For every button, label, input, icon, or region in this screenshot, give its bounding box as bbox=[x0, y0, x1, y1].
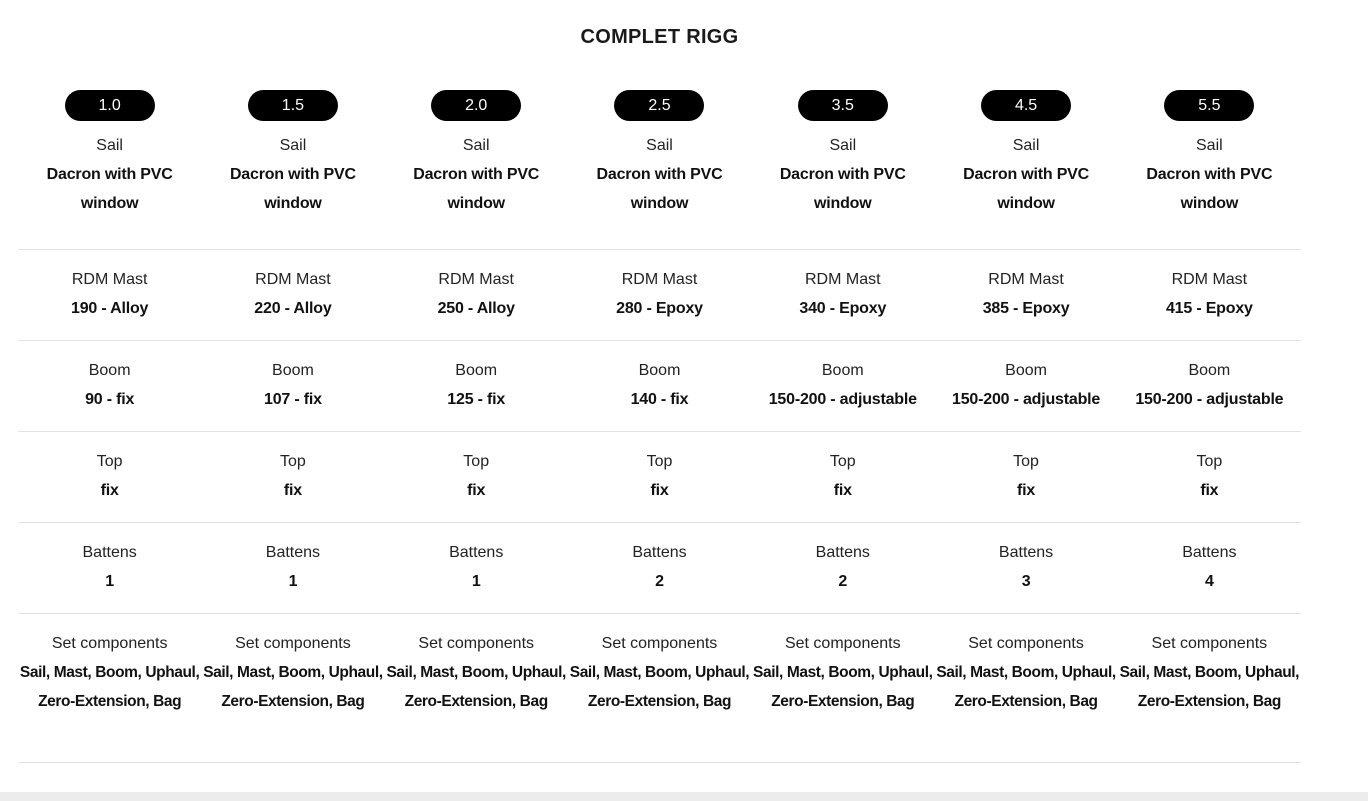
spec-cell bbox=[1118, 356, 1301, 431]
size-pill-5-5[interactable]: 5.5 bbox=[1164, 90, 1254, 121]
spec-value: Sail, Mast, Boom, Uphaul, Zero-Extension, Bag bbox=[386, 664, 566, 710]
spec-cell bbox=[751, 538, 934, 613]
spec-label: Boom bbox=[455, 362, 498, 379]
spec-value: fix bbox=[467, 482, 486, 499]
spec-label: Sail bbox=[279, 137, 307, 154]
spec-cell bbox=[568, 356, 751, 431]
spec-value: fix bbox=[100, 482, 119, 499]
size-pill-cell bbox=[1118, 90, 1301, 121]
spec-label: Sail bbox=[1196, 137, 1223, 154]
spec-value: fix bbox=[1017, 482, 1036, 499]
size-pill-2-5[interactable]: 2.5 bbox=[614, 90, 704, 121]
spec-value: 1 bbox=[471, 573, 481, 590]
spec-value: 4 bbox=[1205, 573, 1214, 590]
spec-rows bbox=[18, 121, 1301, 763]
spec-cell bbox=[18, 131, 201, 249]
spec-label: Battens bbox=[632, 544, 687, 561]
spec-value: 150-200 - adjustable bbox=[768, 391, 917, 408]
spec-value: 2 bbox=[838, 573, 848, 590]
spec-cell bbox=[18, 265, 201, 340]
spec-row-top bbox=[18, 432, 1301, 523]
spec-value: Sail, Mast, Boom, Uphaul, Zero-Extension, Bag bbox=[203, 664, 383, 710]
spec-label: Battens bbox=[1182, 544, 1237, 561]
spec-value: Dacron with PVC window bbox=[46, 166, 173, 212]
spec-label: Top bbox=[646, 453, 673, 470]
spec-label: Boom bbox=[1005, 362, 1047, 379]
spec-label: Boom bbox=[1188, 362, 1231, 379]
spec-label: Sail bbox=[462, 137, 490, 154]
spec-value: 3 bbox=[1021, 573, 1031, 590]
spec-label: Battens bbox=[815, 544, 870, 561]
spec-cell bbox=[934, 131, 1117, 249]
spec-label: Battens bbox=[449, 544, 504, 561]
spec-label: RDM Mast bbox=[621, 271, 698, 288]
spec-cell bbox=[201, 131, 384, 249]
size-pill-cell bbox=[934, 90, 1117, 121]
spec-cell bbox=[934, 447, 1117, 522]
size-pill-cell bbox=[568, 90, 751, 121]
spec-cell bbox=[1118, 538, 1301, 613]
spec-label: Top bbox=[829, 453, 856, 470]
spec-cell bbox=[751, 629, 934, 762]
spec-value: fix bbox=[833, 482, 852, 499]
spec-cell bbox=[18, 629, 201, 762]
spec-cell bbox=[934, 265, 1117, 340]
spec-cell bbox=[934, 629, 1117, 762]
spec-label: Set components bbox=[1151, 635, 1268, 652]
spec-value: 250 - Alloy bbox=[437, 300, 515, 317]
spec-value: Sail, Mast, Boom, Uphaul, Zero-Extension, Bag bbox=[753, 664, 933, 710]
spec-value: 1 bbox=[105, 573, 114, 590]
spec-label: Set components bbox=[601, 635, 718, 652]
spec-label: Boom bbox=[88, 362, 131, 379]
spec-label: Top bbox=[280, 453, 306, 470]
spec-value: Dacron with PVC window bbox=[1146, 166, 1273, 212]
spec-label: Sail bbox=[96, 137, 123, 154]
size-pill-cell bbox=[18, 90, 201, 121]
spec-cell bbox=[751, 447, 934, 522]
spec-cell bbox=[201, 356, 384, 431]
spec-value: 107 - fix bbox=[264, 391, 322, 408]
size-pill-2-0[interactable]: 2.0 bbox=[431, 90, 521, 121]
spec-label: Set components bbox=[51, 635, 168, 652]
spec-label: Set components bbox=[784, 635, 901, 652]
spec-label: Boom bbox=[821, 362, 864, 379]
spec-label: RDM Mast bbox=[255, 271, 331, 288]
spec-label: RDM Mast bbox=[438, 271, 514, 288]
spec-cell bbox=[385, 131, 568, 249]
spec-cell bbox=[751, 265, 934, 340]
spec-value: Sail, Mast, Boom, Uphaul, Zero-Extension, Bag bbox=[19, 664, 200, 710]
spec-cell bbox=[568, 538, 751, 613]
spec-cell bbox=[934, 356, 1117, 431]
spec-cell bbox=[201, 538, 384, 613]
spec-cell bbox=[568, 447, 751, 522]
spec-label: Battens bbox=[265, 544, 321, 561]
spec-label: Top bbox=[1013, 453, 1039, 470]
spec-value: 90 - fix bbox=[85, 391, 135, 408]
spec-cell bbox=[385, 447, 568, 522]
spec-cell bbox=[1118, 265, 1301, 340]
spec-label: Top bbox=[463, 453, 490, 470]
spec-label: RDM Mast bbox=[805, 271, 881, 288]
spec-cell bbox=[18, 538, 201, 613]
spec-value: 385 - Epoxy bbox=[982, 300, 1070, 317]
spec-value: 415 - Epoxy bbox=[1165, 300, 1253, 317]
spec-label: RDM Mast bbox=[988, 271, 1064, 288]
spec-label: Top bbox=[96, 453, 123, 470]
spec-value: 220 - Alloy bbox=[254, 300, 332, 317]
spec-label: RDM Mast bbox=[1171, 271, 1248, 288]
spec-row-sail bbox=[18, 121, 1301, 250]
spec-row-set-components bbox=[18, 614, 1301, 763]
spec-cell bbox=[1118, 131, 1301, 249]
spec-value: Dacron with PVC window bbox=[229, 166, 356, 212]
spec-label: RDM Mast bbox=[71, 271, 148, 288]
spec-value: 125 - fix bbox=[447, 391, 506, 408]
spec-value: Dacron with PVC window bbox=[596, 166, 723, 212]
spec-cell bbox=[934, 538, 1117, 613]
spec-label: Sail bbox=[646, 137, 673, 154]
spec-value: 150-200 - adjustable bbox=[1135, 391, 1284, 408]
size-pill-cell bbox=[385, 90, 568, 121]
spec-cell bbox=[568, 131, 751, 249]
spec-label: Top bbox=[1196, 453, 1223, 470]
size-pill-1-0[interactable]: 1.0 bbox=[65, 90, 155, 121]
spec-cell bbox=[201, 265, 384, 340]
size-pill-cell bbox=[751, 90, 934, 121]
spec-label: Set components bbox=[968, 635, 1084, 652]
spec-label: Sail bbox=[1012, 137, 1040, 154]
spec-cell bbox=[385, 265, 568, 340]
spec-label: Boom bbox=[272, 362, 314, 379]
spec-value: fix bbox=[1200, 482, 1219, 499]
spec-value: Dacron with PVC window bbox=[963, 166, 1090, 212]
spec-value: Sail, Mast, Boom, Uphaul, Zero-Extension, Bag bbox=[1119, 664, 1300, 710]
spec-table bbox=[18, 90, 1301, 763]
spec-value: fix bbox=[283, 482, 302, 499]
spec-row-rdm-mast bbox=[18, 250, 1301, 341]
spec-value: Dacron with PVC window bbox=[779, 166, 906, 212]
spec-label: Set components bbox=[235, 635, 351, 652]
spec-value: Dacron with PVC window bbox=[413, 166, 540, 212]
spec-label: Boom bbox=[638, 362, 681, 379]
spec-cell bbox=[18, 447, 201, 522]
spec-value: Sail, Mast, Boom, Uphaul, Zero-Extension, Bag bbox=[569, 664, 750, 710]
spec-value: 190 - Alloy bbox=[71, 300, 149, 317]
spec-cell bbox=[1118, 629, 1301, 762]
spec-cell bbox=[18, 356, 201, 431]
spec-cell bbox=[751, 356, 934, 431]
spec-value: Sail, Mast, Boom, Uphaul, Zero-Extension, Bag bbox=[936, 664, 1116, 710]
spec-cell bbox=[385, 629, 568, 762]
spec-cell bbox=[751, 131, 934, 249]
spec-value: 280 - Epoxy bbox=[616, 300, 703, 317]
size-pill-cell bbox=[201, 90, 384, 121]
spec-value: 340 - Epoxy bbox=[799, 300, 887, 317]
spec-row-battens bbox=[18, 523, 1301, 614]
spec-label: Battens bbox=[82, 544, 137, 561]
spec-value: 150-200 - adjustable bbox=[952, 391, 1101, 408]
spec-cell bbox=[385, 356, 568, 431]
size-pill-3-5[interactable]: 3.5 bbox=[798, 90, 888, 121]
size-pill-1-5[interactable]: 1.5 bbox=[248, 90, 338, 121]
spec-label: Battens bbox=[998, 544, 1054, 561]
spec-label: Set components bbox=[418, 635, 535, 652]
spec-row-boom bbox=[18, 341, 1301, 432]
page-title: COMPLET RIGG bbox=[580, 26, 739, 48]
spec-value: 1 bbox=[288, 573, 298, 590]
spec-value: 140 - fix bbox=[630, 391, 689, 408]
size-pill-4-5[interactable]: 4.5 bbox=[981, 90, 1071, 121]
spec-cell bbox=[1118, 447, 1301, 522]
spec-cell bbox=[385, 538, 568, 613]
spec-cell bbox=[201, 629, 384, 762]
size-selector-row bbox=[18, 90, 1301, 121]
spec-value: 2 bbox=[655, 573, 664, 590]
bottom-bar bbox=[0, 792, 1368, 801]
spec-cell bbox=[568, 629, 751, 762]
spec-label: Sail bbox=[829, 137, 857, 154]
spec-cell bbox=[568, 265, 751, 340]
spec-value: fix bbox=[650, 482, 669, 499]
spec-cell bbox=[201, 447, 384, 522]
